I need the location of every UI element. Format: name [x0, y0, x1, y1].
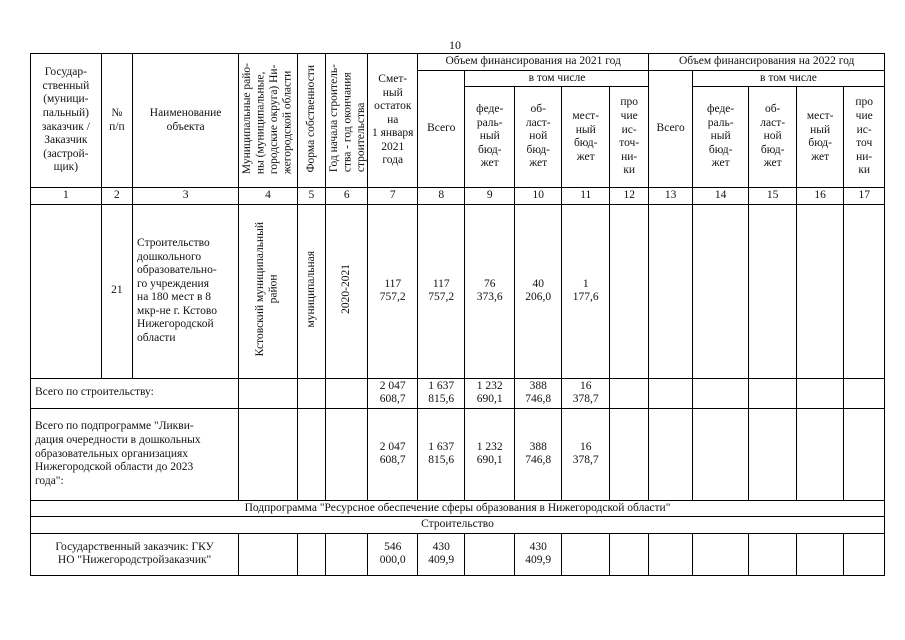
object-district-text: Кстовский муниципальный район [254, 221, 280, 357]
empty-cell [609, 378, 648, 408]
total-subprogram-remainder: 2 047 608,7 [368, 408, 418, 500]
object-district [239, 204, 298, 378]
customer-row [31, 533, 885, 575]
header-years-text: Год начала строитель- ства - год окончания строительства [328, 64, 368, 173]
empty-cell [692, 378, 749, 408]
header-row-1 [31, 54, 885, 71]
object-regional-2021: 40 206,0 [515, 204, 562, 378]
col-number: 2 [101, 188, 132, 205]
object-years [326, 204, 368, 378]
col-number: 10 [515, 188, 562, 205]
object-total-2021: 117 757,2 [418, 204, 465, 378]
header-other-2022: про чие ис- точ ни- ки [844, 87, 885, 188]
empty-cell [326, 408, 368, 500]
empty-cell [649, 378, 692, 408]
empty-cell [692, 533, 749, 575]
col-number: 14 [692, 188, 749, 205]
empty-cell [239, 408, 298, 500]
empty-cell [649, 533, 692, 575]
object-federal-2021: 76 373,6 [465, 204, 515, 378]
col-number: 8 [418, 188, 465, 205]
total-subprogram-total: 1 637 815,6 [418, 408, 465, 500]
header-financing-2021: Объем финансирования на 2021 год [418, 54, 649, 71]
header-local-2021: мест- ный бюд- жет [562, 87, 609, 188]
empty-cell [749, 533, 796, 575]
subprogram-title: Подпрограмма "Ресурсное обеспечение сферы образования в Нижегородской области" [31, 500, 885, 517]
object-name: Строительство дошкольного образовательно- го учреждения на 180 мест в 8 мкр-не г. Кстово Нижегородской области [133, 204, 239, 378]
col-number: 17 [844, 188, 885, 205]
col-number: 7 [368, 188, 418, 205]
object-other-2021 [609, 204, 648, 378]
empty-cell [239, 378, 298, 408]
object-row [31, 204, 885, 378]
empty-cell [649, 408, 692, 500]
total-construction-local: 16 378,7 [562, 378, 609, 408]
object-ownership-text: муниципальная [304, 250, 317, 328]
empty-cell [796, 378, 843, 408]
col-number: 5 [297, 188, 325, 205]
empty-cell [297, 533, 325, 575]
empty-cell [326, 533, 368, 575]
empty-cell [239, 533, 298, 575]
header-object-name: Наименование объекта [133, 54, 239, 188]
col-number: 13 [649, 188, 692, 205]
page-number: 10 [449, 38, 461, 52]
header-regional-2022: об- ласт- ной бюд- жет [749, 87, 796, 188]
col-number: 4 [239, 188, 298, 205]
header-ownership [297, 54, 325, 188]
object-customer [31, 204, 102, 378]
header-federal-2021: феде- раль- ный бюд- жет [465, 87, 515, 188]
total-construction-federal: 1 232 690,1 [465, 378, 515, 408]
section-title: Строительство [31, 517, 885, 534]
financing-table [30, 53, 885, 576]
object-local-2021: 1 177,6 [562, 204, 609, 378]
total-subprogram-label: Всего по подпрограмме "Ликви- дация очередности в дошкольных образовательных организациях Нижегородской области до 2023 года": [31, 408, 239, 500]
total-construction-row [31, 378, 885, 408]
header-other-2021: про чие ис- точ- ни- ки [609, 87, 648, 188]
col-number: 9 [465, 188, 515, 205]
total-construction-regional: 388 746,8 [515, 378, 562, 408]
empty-cell [562, 533, 609, 575]
customer-regional-2021: 430 409,9 [515, 533, 562, 575]
header-including-2022: в том числе [692, 70, 884, 87]
total-construction-label: Всего по строительству: [31, 378, 239, 408]
col-number: 1 [31, 188, 102, 205]
header-customer: Государ- ственный (муници- пальный) заказчик / Заказчик (застрой- щик) [31, 54, 102, 188]
subprogram-title-row [31, 500, 885, 517]
header-federal-2022: феде- раль- ный бюд- жет [692, 87, 749, 188]
total-construction-remainder: 2 047 608,7 [368, 378, 418, 408]
empty-cell [844, 378, 885, 408]
header-regional-2021: об- ласт- ной бюд- жет [515, 87, 562, 188]
empty-cell [844, 533, 885, 575]
header-local-2022: мест- ный бюд- жет [796, 87, 843, 188]
empty-cell [844, 408, 885, 500]
customer-label: Государственный заказчик: ГКУ НО "Нижегородстройзаказчик" [31, 533, 239, 575]
object-total-2022 [649, 204, 692, 378]
empty-cell [796, 533, 843, 575]
empty-cell [609, 408, 648, 500]
empty-cell [326, 378, 368, 408]
total-subprogram-row [31, 408, 885, 500]
col-number: 6 [326, 188, 368, 205]
empty-cell [749, 408, 796, 500]
col-number: 11 [562, 188, 609, 205]
object-remainder: 117 757,2 [368, 204, 418, 378]
column-numbers-row [31, 188, 885, 205]
total-subprogram-federal: 1 232 690,1 [465, 408, 515, 500]
empty-cell [692, 408, 749, 500]
empty-cell [749, 378, 796, 408]
col-number: 15 [749, 188, 796, 205]
header-ownership-text: Форма собственности [304, 64, 317, 173]
col-number: 16 [796, 188, 843, 205]
empty-cell [297, 378, 325, 408]
header-districts [239, 54, 298, 188]
header-districts-text: Муниципальные райо- ны (муниципальные, городские округа) Ни- жегородской области [241, 62, 294, 174]
header-total-2021: Всего [418, 70, 465, 188]
customer-remainder: 546 000,0 [368, 533, 418, 575]
object-other-2022 [844, 204, 885, 378]
object-ownership [297, 204, 325, 378]
empty-cell [465, 533, 515, 575]
header-financing-2022: Объем финансирования на 2022 год [649, 54, 885, 71]
total-construction-total: 1 637 815,6 [418, 378, 465, 408]
empty-cell [297, 408, 325, 500]
total-subprogram-regional: 388 746,8 [515, 408, 562, 500]
empty-cell [796, 408, 843, 500]
header-estimate-remainder: Смет- ный остаток на 1 января 2021 года [368, 54, 418, 188]
col-number: 3 [133, 188, 239, 205]
header-number: № п/п [101, 54, 132, 188]
header-including-2021: в том числе [465, 70, 649, 87]
object-number: 21 [101, 204, 132, 378]
object-federal-2022 [692, 204, 749, 378]
header-years [326, 54, 368, 188]
customer-total-2021: 430 409,9 [418, 533, 465, 575]
section-title-row [31, 517, 885, 534]
object-regional-2022 [749, 204, 796, 378]
object-years-text: 2020-2021 [339, 263, 352, 314]
total-subprogram-local: 16 378,7 [562, 408, 609, 500]
col-number: 12 [609, 188, 648, 205]
empty-cell [609, 533, 648, 575]
object-local-2022 [796, 204, 843, 378]
header-total-2022: Всего [649, 70, 692, 188]
